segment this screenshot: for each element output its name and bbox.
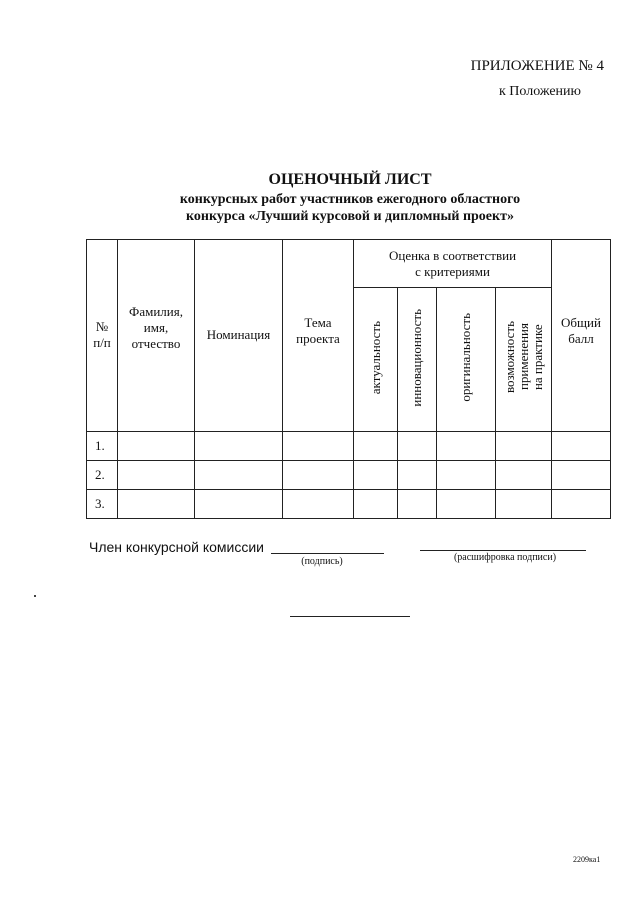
header-number-line-1: № — [95, 319, 109, 335]
commission-member-label: Член конкурсной комиссии — [89, 539, 264, 555]
header-number-line-2: п/п — [93, 335, 111, 351]
criterion-applicability-line-3: на практике — [529, 324, 545, 391]
row-number: 1. — [87, 431, 118, 460]
signature-decode-line[interactable] — [420, 550, 586, 551]
header-full-name — [118, 240, 195, 432]
header-topic-line-1: Тема — [304, 315, 332, 331]
cell-applicability[interactable] — [496, 460, 552, 489]
cell-nomination[interactable] — [195, 489, 283, 518]
cell-total[interactable] — [552, 489, 611, 518]
cell-topic[interactable] — [283, 431, 354, 460]
cell-innovation[interactable] — [398, 431, 437, 460]
header-nomination-label: Номинация — [206, 327, 271, 343]
cell-applicability[interactable] — [496, 431, 552, 460]
header-criteria-group — [354, 240, 552, 288]
evaluation-table — [86, 239, 611, 519]
cell-full-name[interactable] — [118, 489, 195, 518]
cell-originality[interactable] — [437, 431, 496, 460]
row-number: 3. — [87, 489, 118, 518]
cell-topic[interactable] — [283, 460, 354, 489]
cell-applicability[interactable] — [496, 489, 552, 518]
header-full-name-line-3: отчество — [131, 336, 181, 352]
header-total-score — [552, 240, 611, 432]
document-code: 2209ка1 — [573, 855, 601, 864]
header-criterion-originality — [437, 288, 496, 432]
header-number — [87, 240, 118, 432]
table-row — [87, 489, 611, 518]
header-nomination — [195, 240, 283, 432]
header-full-name-line-1: Фамилия, — [129, 304, 183, 320]
criterion-applicability-line-2: применения — [515, 323, 531, 391]
signature-caption: (подпись) — [301, 556, 343, 567]
signature-decode-caption: (расшифровка подписи) — [453, 552, 557, 563]
criterion-relevance-label: актуальность — [367, 320, 383, 395]
header-criterion-relevance — [354, 288, 398, 432]
cell-relevance[interactable] — [354, 431, 398, 460]
header-full-name-line-2: имя, — [143, 320, 169, 336]
subtitle-line-1: конкурсных работ участников ежегодного областного — [179, 192, 521, 207]
cell-nomination[interactable] — [195, 431, 283, 460]
table-row — [87, 460, 611, 489]
signature-line[interactable] — [271, 553, 384, 554]
document-subtitle — [110, 191, 590, 225]
cell-full-name[interactable] — [118, 460, 195, 489]
appendix-subtitle: к Положению — [498, 84, 581, 99]
header-topic-line-2: проекта — [296, 331, 340, 347]
cell-relevance[interactable] — [354, 489, 398, 518]
header-total-line-2: балл — [568, 331, 594, 347]
criterion-originality-label: оригинальность — [458, 313, 473, 402]
cell-originality[interactable] — [437, 489, 496, 518]
cell-relevance[interactable] — [354, 460, 398, 489]
criterion-innovation-label: инновационность — [409, 308, 424, 407]
cell-nomination[interactable] — [195, 460, 283, 489]
separator-line — [290, 616, 410, 617]
cell-total[interactable] — [552, 460, 611, 489]
criterion-applicability-label — [503, 321, 545, 393]
scan-dot — [34, 595, 36, 597]
appendix-title: ПРИЛОЖЕНИЕ № 4 — [470, 58, 604, 74]
header-criterion-innovation — [398, 288, 437, 432]
header-criterion-applicability — [496, 288, 552, 432]
criteria-group-line-1: Оценка в соответствии — [388, 247, 517, 263]
cell-full-name[interactable] — [118, 431, 195, 460]
cell-topic[interactable] — [283, 489, 354, 518]
header-topic — [283, 240, 354, 432]
cell-originality[interactable] — [437, 460, 496, 489]
row-number: 2. — [87, 460, 118, 489]
subtitle-line-2: конкурса «Лучший курсовой и дипломный проект» — [186, 209, 514, 224]
document-title: ОЦЕНОЧНЫЙ ЛИСТ — [268, 171, 432, 188]
criteria-group-line-2: с критериями — [415, 263, 490, 279]
cell-innovation[interactable] — [398, 489, 437, 518]
cell-total[interactable] — [552, 431, 611, 460]
table-row — [87, 431, 611, 460]
header-total-line-1: Общий — [561, 315, 601, 331]
cell-innovation[interactable] — [398, 460, 437, 489]
criterion-applicability-line-1: возможность — [501, 321, 517, 394]
